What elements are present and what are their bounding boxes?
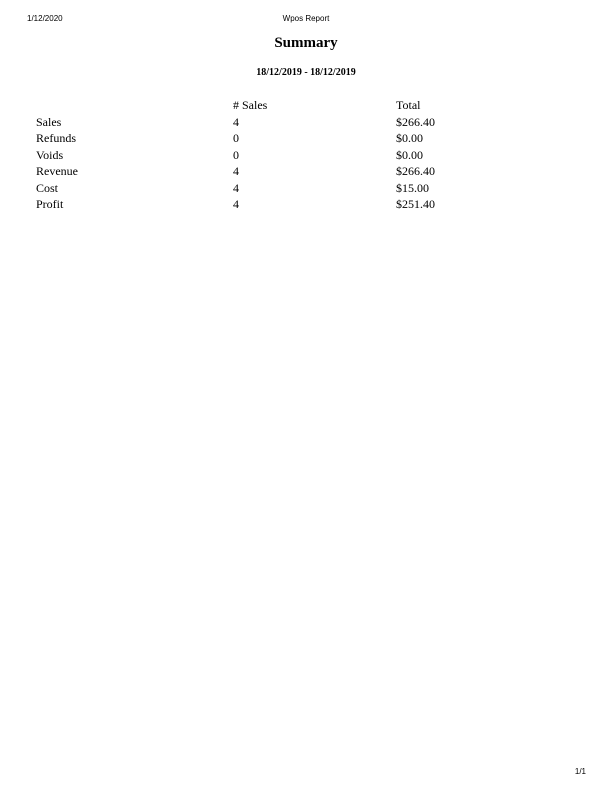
row-count: 4 xyxy=(233,197,239,211)
row-total: $251.40 xyxy=(396,197,435,211)
table-row xyxy=(36,114,576,131)
print-header-title: Wpos Report xyxy=(282,14,330,23)
report-date-range: 18/12/2019 - 18/12/2019 xyxy=(256,67,356,78)
row-count: 0 xyxy=(233,147,239,162)
row-label: Sales xyxy=(36,114,62,129)
table-header-row xyxy=(36,97,576,114)
row-count: 4 xyxy=(233,180,239,195)
row-total: $266.40 xyxy=(396,164,435,178)
column-header-total: Total xyxy=(396,98,421,112)
report-title: Summary xyxy=(274,35,338,51)
summary-table xyxy=(36,97,576,213)
column-header-label xyxy=(36,97,233,114)
row-total: $266.40 xyxy=(396,114,435,129)
row-total: $15.00 xyxy=(396,180,429,195)
row-count: 0 xyxy=(233,131,239,145)
column-header-sales-count: # Sales xyxy=(233,98,268,112)
row-label: Profit xyxy=(36,197,64,211)
table-row xyxy=(36,180,576,197)
row-label: Refunds xyxy=(36,131,76,145)
row-total: $0.00 xyxy=(396,147,423,162)
row-label: Cost xyxy=(36,180,59,195)
print-header-date: 1/12/2020 xyxy=(27,14,63,23)
table-row xyxy=(36,196,576,213)
page-number: 1/1 xyxy=(574,767,586,776)
table-row xyxy=(36,130,576,147)
row-count: 4 xyxy=(233,164,239,178)
row-total: $0.00 xyxy=(396,131,423,145)
row-count: 4 xyxy=(233,114,239,129)
table-row xyxy=(36,163,576,180)
row-label: Voids xyxy=(36,147,64,162)
table-row xyxy=(36,147,576,164)
row-label: Revenue xyxy=(36,164,78,178)
